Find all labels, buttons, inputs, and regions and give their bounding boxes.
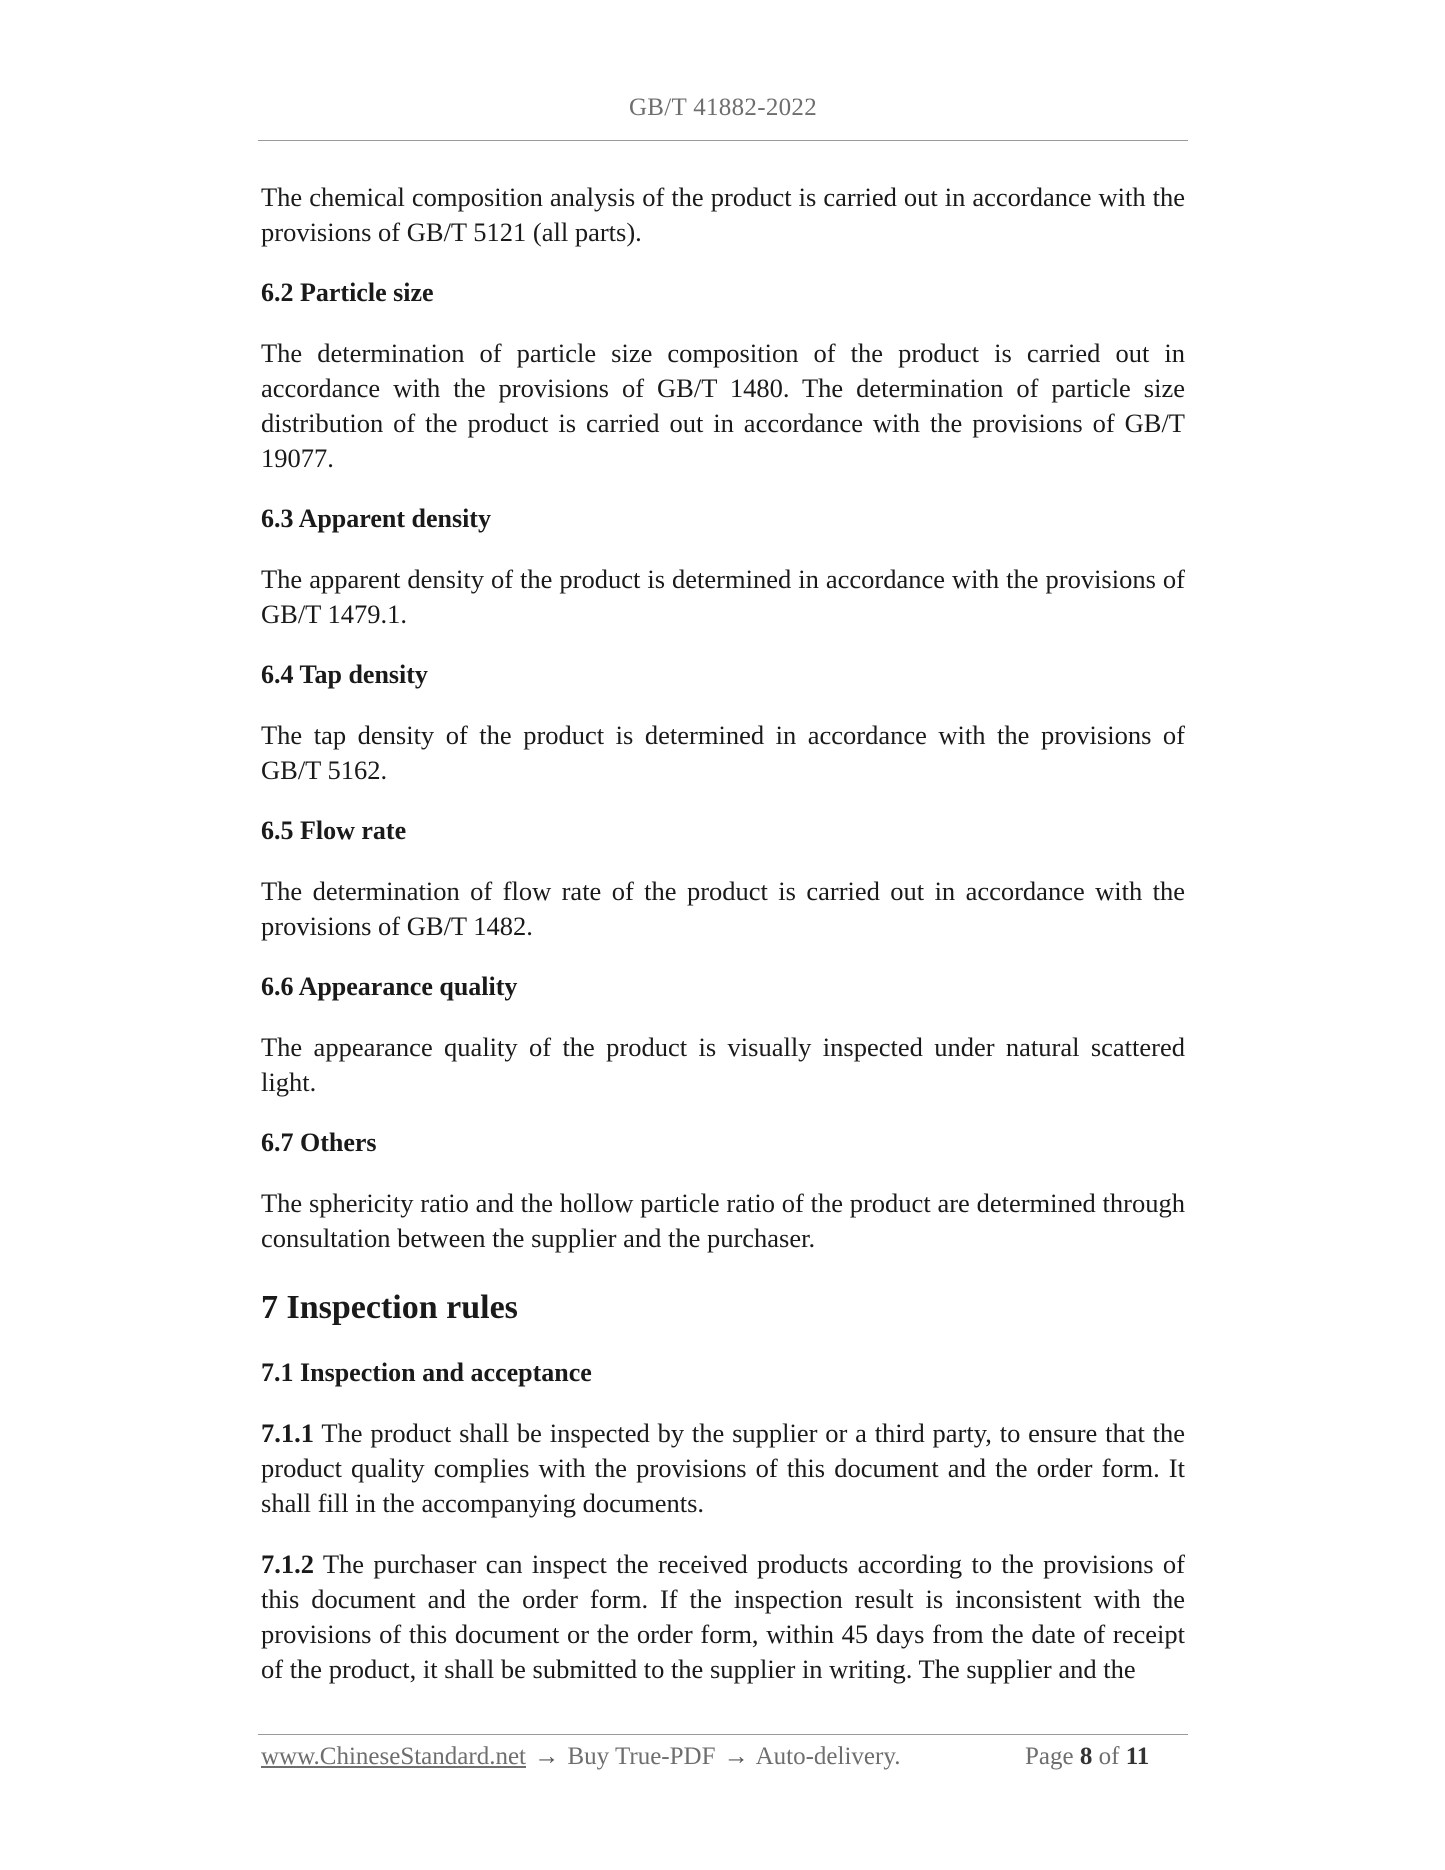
heading-6-5: 6.5 Flow rate bbox=[261, 816, 407, 845]
heading-7: 7 Inspection rules bbox=[261, 1289, 518, 1326]
heading-6-4: 6.4 Tap density bbox=[261, 660, 428, 689]
auto-delivery-text: Auto-delivery. bbox=[755, 1743, 901, 1770]
paragraph-6-7: The sphericity ratio and the hollow particle ratio of the product are determined through consultation between the supplier and the purchaser. bbox=[261, 1188, 1185, 1253]
clause-7-1-1-number: 7.1.1 bbox=[261, 1418, 314, 1448]
page-total: 11 bbox=[1125, 1743, 1150, 1770]
clause-7-1-2 bbox=[261, 1547, 1185, 1687]
header-rule bbox=[258, 140, 1188, 141]
page-footer bbox=[261, 1740, 1185, 1774]
buy-pdf-text: Buy True-PDF bbox=[567, 1743, 716, 1770]
site-link[interactable]: www.ChineseStandard.net bbox=[261, 1743, 526, 1770]
paragraph-6-5: The determination of flow rate of the product is carried out in accordance with the provisions of GB/T 1482. bbox=[261, 876, 1185, 941]
page-body bbox=[261, 180, 1185, 1687]
heading-7-1: 7.1 Inspection and acceptance bbox=[261, 1358, 592, 1387]
clause-7-1-2-number: 7.1.2 bbox=[261, 1549, 314, 1579]
paragraph-6-4: The tap density of the product is determined in accordance with the provisions of GB/T 5162. bbox=[261, 720, 1185, 785]
footer-rule bbox=[258, 1734, 1188, 1735]
clause-7-1-2-text: The purchaser can inspect the received products according to the provisions of this document and the order form. If the inspection result is inconsistent with the provisions of this document or the order form, within 45 days from the date of receipt of the product, it shall be submitted to the supplier in writing. The supplier and the bbox=[261, 1549, 1185, 1684]
heading-6-3: 6.3 Apparent density bbox=[261, 504, 491, 533]
arrow-right-icon: → bbox=[723, 1743, 749, 1770]
page-current: 8 bbox=[1079, 1743, 1093, 1770]
page-indicator bbox=[1025, 1740, 1149, 1774]
clause-7-1-1-text: The product shall be inspected by the supplier or a third party, to ensure that the product quality complies with the provisions of this document and the order form. It shall fill in the accompanying documents. bbox=[261, 1418, 1185, 1518]
intro-paragraph: The chemical composition analysis of the product is carried out in accordance with the provisions of GB/T 5121 (all parts). bbox=[261, 182, 1185, 247]
paragraph-6-2: The determination of particle size composition of the product is carried out in accordance with the provisions of GB/T 1480. The determination of particle size distribution of the product is carried out in accordance with the provisions of GB/T 19077. bbox=[261, 338, 1185, 473]
paragraph-6-6: The appearance quality of the product is visually inspected under natural scattered light. bbox=[261, 1032, 1185, 1097]
arrow-right-icon: → bbox=[534, 1743, 560, 1770]
heading-6-2: 6.2 Particle size bbox=[261, 278, 434, 307]
clause-7-1-1 bbox=[261, 1416, 1185, 1521]
heading-6-7: 6.7 Others bbox=[261, 1128, 377, 1157]
heading-6-6: 6.6 Appearance quality bbox=[261, 972, 518, 1001]
of-word: of bbox=[1098, 1743, 1120, 1770]
paragraph-6-3: The apparent density of the product is determined in accordance with the provisions of GB/T 1479.1. bbox=[261, 564, 1185, 629]
running-header: GB/T 41882-2022 bbox=[628, 94, 818, 121]
page-word: Page bbox=[1025, 1743, 1074, 1770]
